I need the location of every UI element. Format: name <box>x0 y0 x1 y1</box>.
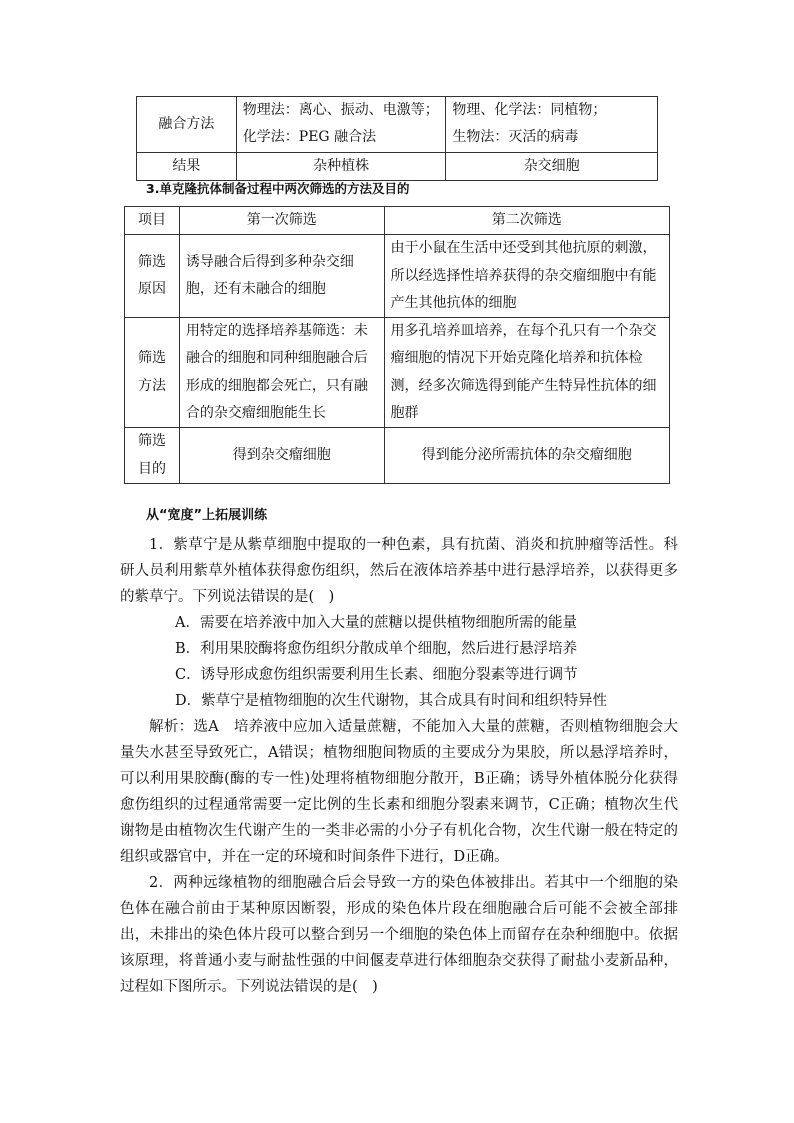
second-screening-cell: 得到能分泌所需抗体的杂交瘤细胞 <box>384 428 669 484</box>
row-label-line: 筛选 <box>137 350 166 367</box>
first-screening-cell: 得到杂交瘤细胞 <box>179 428 384 484</box>
row-label <box>125 428 180 484</box>
plant-result-cell: 杂种植株 <box>236 152 446 180</box>
animal-method-line: 生物法：灭活的病毒 <box>452 129 579 146</box>
questions-body <box>120 532 678 1000</box>
fusion-comparison-table <box>136 96 658 181</box>
table-row <box>137 97 658 153</box>
screening-table <box>124 206 670 484</box>
second-screening-cell: 用多孔培养皿培养，在每个孔只有一个杂交瘤细胞的情况下开始克隆化培养和抗体检测，经多次筛选得到能产生特异性抗体的细胞群 <box>384 318 669 428</box>
row-label: 融合方法 <box>137 97 237 153</box>
row-label-line: 目的 <box>137 460 166 477</box>
extension-heading: 从“宽度”上拓展训练 <box>146 508 268 523</box>
column-header: 第二次筛选 <box>384 207 669 235</box>
first-screening-cell: 用特定的选择培养基筛选：未融合的细胞和同种细胞融合后形成的细胞都会死亡，只有融合的杂交瘤细胞能生长 <box>179 318 384 428</box>
plant-method-line: 化学法：PEG 融合法 <box>242 129 377 146</box>
question-stem: 1．紫草宁是从紫草细胞中提取的一种色素，具有抗菌、消炎和抗肿瘤等活性。科研人员利用紫草外植体获得愈伤组织，然后在液体培养基中进行悬浮培养，以获得更多的紫草宁。下列说法错误的是( ) <box>120 537 678 605</box>
row-label-line: 筛选 <box>137 433 166 450</box>
plant-method-line: 物理法：离心、振动、电激等； <box>242 102 439 118</box>
answer-option: B．利用果胶酶将愈伤组织分散成单个细胞，然后进行悬浮培养 <box>175 641 578 657</box>
column-header: 项目 <box>125 207 180 235</box>
row-label <box>125 318 180 428</box>
animal-method-line: 物理、化学法：同植物； <box>452 102 607 118</box>
row-label <box>125 235 180 318</box>
table-row <box>137 152 658 180</box>
column-header: 第一次筛选 <box>179 207 384 235</box>
question-stem: 2．两种远缘植物的细胞融合后会导致一方的染色体被排出。若其中一个细胞的染色体在融合前由于某种原因断裂，形成的染色体片段在细胞融合后可能不会被全部排出，未排出的染色体片段可以整合到另一个细胞的染色体上而留存在杂种细胞中。依据该原理，将普通小麦与耐盐性强的中间偃麦草进行体细胞杂交获得了耐盐小麦新品种，过程如下图所示。下列说法错误的是( ) <box>120 875 678 995</box>
answer-option: C．诱导形成愈伤组织需要利用生长素、细胞分裂素等进行调节 <box>175 667 578 683</box>
first-screening-cell: 诱导融合后得到多种杂交细胞，还有未融合的细胞 <box>179 235 384 318</box>
table-row <box>125 428 670 484</box>
section-title: 3.单克隆抗体制备过程中两次筛选的方法及目的 <box>146 181 410 196</box>
row-label-line: 原因 <box>137 281 166 298</box>
answer-option: D．紫草宁是植物细胞的次生代谢物，其合成具有时间和组织特异性 <box>175 693 608 709</box>
table-header-row <box>125 207 670 235</box>
row-label: 结果 <box>137 152 237 180</box>
row-label-line: 筛选 <box>137 253 166 270</box>
table-row <box>125 235 670 318</box>
animal-fusion-method-cell <box>446 97 658 153</box>
table-row <box>125 318 670 428</box>
second-screening-cell: 由于小鼠在生活中还受到其他抗原的刺激，所以经选择性培养获得的杂交瘤细胞中有能产生其他抗体的细胞 <box>384 235 669 318</box>
analysis-paragraph: 解析：选A 培养液中应加入适量蔗糖，不能加入大量的蔗糖，否则植物细胞会大量失水甚至导致死亡，A错误；植物细胞间物质的主要成分为果胶，所以悬浮培养时，可以利用果胶酶(酶的专一性)处理将植物细胞分散开，B正确；诱导外植体脱分化获得愈伤组织的过程通常需要一定比例的生长素和细胞分裂素来调节，C正确；植物次生代谢物是由植物次生代谢产生的一类非必需的小分子有机化合物，次生代谢一般在特定的组织或器官中，并在一定的环境和时间条件下进行，D正确。 <box>120 719 678 865</box>
plant-fusion-method-cell <box>236 97 446 153</box>
answer-option: A．需要在培养液中加入大量的蔗糖以提供植物细胞所需的能量 <box>175 615 577 631</box>
row-label-line: 方法 <box>137 377 166 394</box>
animal-result-cell: 杂交细胞 <box>446 152 658 180</box>
